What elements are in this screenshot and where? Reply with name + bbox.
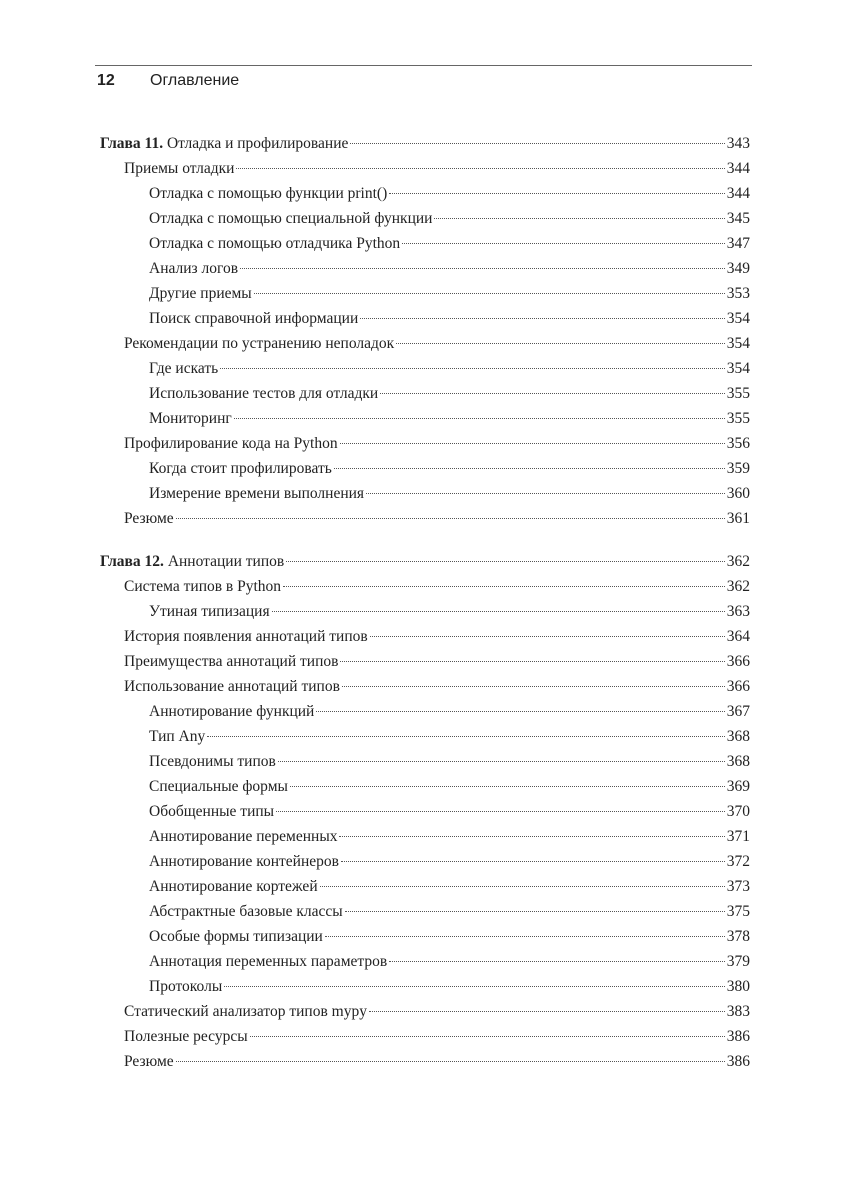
- page-ref: 368: [726, 728, 750, 745]
- dot-leader: [220, 368, 725, 369]
- toc-entry[interactable]: [100, 974, 750, 999]
- page-ref: 349: [726, 260, 750, 277]
- toc-entry[interactable]: [100, 456, 750, 481]
- page-ref: 362: [726, 553, 750, 570]
- toc-entry[interactable]: [100, 231, 750, 256]
- dot-leader: [389, 961, 725, 962]
- page-ref: 386: [726, 1028, 750, 1045]
- page-number: 12: [97, 72, 115, 89]
- entry-title: Статический анализатор типов mypy: [124, 1003, 367, 1020]
- entry-title: Аннотирование функций: [149, 703, 315, 720]
- dot-leader: [236, 168, 724, 169]
- header-rule: [95, 65, 752, 66]
- dot-leader: [272, 611, 725, 612]
- dot-leader: [340, 661, 724, 662]
- entry-title: Абстрактные базовые классы: [149, 903, 343, 920]
- entry-title: Мониторинг: [149, 410, 232, 427]
- chapter-name: Отладка и профилирование: [166, 135, 349, 152]
- page-ref: 371: [726, 828, 750, 845]
- dot-leader: [380, 393, 725, 394]
- chapter-label: Глава 11.: [100, 135, 164, 152]
- page-ref: 364: [726, 628, 750, 645]
- dot-leader: [290, 786, 725, 787]
- page-ref: 355: [726, 410, 750, 427]
- dot-leader: [340, 443, 725, 444]
- toc-entry[interactable]: [100, 674, 750, 699]
- toc-entry[interactable]: [100, 481, 750, 506]
- entry-title: Утиная типизация: [149, 603, 270, 620]
- chapter-title: [100, 131, 348, 156]
- page-ref: 366: [726, 678, 750, 695]
- dot-leader: [276, 811, 725, 812]
- chapter-label: Глава 12.: [100, 553, 164, 570]
- dot-leader: [402, 243, 725, 244]
- entry-title: Тип Any: [149, 728, 206, 745]
- dot-leader: [389, 193, 725, 194]
- entry-title: Профилирование кода на Python: [124, 435, 338, 452]
- dot-leader: [370, 636, 725, 637]
- toc-entry[interactable]: [100, 849, 750, 874]
- dot-leader: [360, 318, 724, 319]
- dot-leader: [176, 518, 725, 519]
- toc-entry[interactable]: [100, 381, 750, 406]
- page-ref: 359: [726, 460, 750, 477]
- dot-leader: [434, 218, 724, 219]
- dot-leader: [316, 711, 724, 712]
- dot-leader: [283, 586, 725, 587]
- entry-title: Особые формы типизации: [149, 928, 323, 945]
- toc-entry[interactable]: [100, 181, 750, 206]
- toc-entry[interactable]: [100, 1024, 750, 1049]
- entry-title: История появления аннотаций типов: [124, 628, 368, 645]
- toc-entry[interactable]: [100, 574, 750, 599]
- entry-title: Отладка с помощью функции print(): [149, 185, 388, 202]
- toc-chapter-11: [100, 131, 750, 531]
- toc-entry[interactable]: [100, 206, 750, 231]
- toc-entry[interactable]: [100, 331, 750, 356]
- toc-chapter-row[interactable]: [100, 549, 750, 574]
- entry-title: Другие приемы: [149, 285, 252, 302]
- page-ref: 353: [726, 285, 750, 302]
- page-ref: 366: [726, 653, 750, 670]
- entry-title: Преимущества аннотаций типов: [124, 653, 339, 670]
- toc-entry[interactable]: [100, 649, 750, 674]
- dot-leader: [342, 686, 725, 687]
- page-ref: 360: [726, 485, 750, 502]
- chapter-title: [100, 549, 284, 574]
- toc-entry[interactable]: [100, 924, 750, 949]
- page-ref: 344: [726, 185, 750, 202]
- toc-entry[interactable]: [100, 506, 750, 531]
- entry-title: Аннотирование контейнеров: [149, 853, 339, 870]
- entry-title: Поиск справочной информации: [149, 310, 359, 327]
- toc-entry[interactable]: [100, 256, 750, 281]
- page-ref: 343: [726, 135, 750, 152]
- dot-leader: [234, 418, 725, 419]
- page-ref: 354: [726, 335, 750, 352]
- page-ref: 355: [726, 385, 750, 402]
- toc-entry[interactable]: [100, 999, 750, 1024]
- toc-entry[interactable]: [100, 281, 750, 306]
- dot-leader: [350, 143, 724, 144]
- toc-entry[interactable]: [100, 599, 750, 624]
- toc-entry[interactable]: [100, 774, 750, 799]
- dot-leader: [207, 736, 725, 737]
- entry-title: Рекомендации по устранению неполадок: [124, 335, 395, 352]
- entry-title: Обобщенные типы: [149, 803, 275, 820]
- dot-leader: [341, 861, 725, 862]
- toc-chapter-12: [100, 549, 750, 1074]
- page-ref: 380: [726, 978, 750, 995]
- entry-title: Отладка с помощью специальной функции: [149, 210, 433, 227]
- page-ref: 356: [726, 435, 750, 452]
- dot-leader: [334, 468, 725, 469]
- page-ref: 375: [726, 903, 750, 920]
- dot-leader: [240, 268, 725, 269]
- toc-entry[interactable]: [100, 824, 750, 849]
- dot-leader: [254, 293, 725, 294]
- toc-entry[interactable]: [100, 799, 750, 824]
- dot-leader: [345, 911, 725, 912]
- page-ref: 369: [726, 778, 750, 795]
- entry-title: Аннотация переменных параметров: [149, 953, 388, 970]
- entry-title: Резюме: [124, 510, 174, 527]
- page-ref: 354: [726, 360, 750, 377]
- entry-title: Аннотирование переменных: [149, 828, 338, 845]
- dot-leader: [369, 1011, 725, 1012]
- entry-title: Отладка с помощью отладчика Python: [149, 235, 401, 252]
- toc-entry[interactable]: [100, 749, 750, 774]
- entry-title: Приемы отладки: [124, 160, 235, 177]
- entry-title: Когда стоит профилировать: [149, 460, 332, 477]
- page-ref: 378: [726, 928, 750, 945]
- chapter-name: Аннотации типов: [167, 553, 285, 570]
- running-header: [97, 72, 239, 90]
- dot-leader: [396, 343, 725, 344]
- entry-title: Использование аннотаций типов: [124, 678, 340, 695]
- page-ref: 367: [726, 703, 750, 720]
- entry-title: Аннотирование кортежей: [149, 878, 318, 895]
- page-ref: 347: [726, 235, 750, 252]
- entry-title: Протоколы: [149, 978, 223, 995]
- entry-title: Полезные ресурсы: [124, 1028, 248, 1045]
- entry-title: Система типов в Python: [124, 578, 282, 595]
- page-ref: 383: [726, 1003, 750, 1020]
- toc-chapter-row[interactable]: [100, 131, 750, 156]
- dot-leader: [224, 986, 725, 987]
- dot-leader: [176, 1061, 725, 1062]
- page-ref: 345: [726, 210, 750, 227]
- page-ref: 370: [726, 803, 750, 820]
- page-ref: 362: [726, 578, 750, 595]
- page-ref: 386: [726, 1053, 750, 1070]
- page-ref: 363: [726, 603, 750, 620]
- page-ref: 344: [726, 160, 750, 177]
- entry-title: Резюме: [124, 1053, 174, 1070]
- entry-title: Измерение времени выполнения: [149, 485, 365, 502]
- dot-leader: [339, 836, 724, 837]
- toc-entry[interactable]: [100, 431, 750, 456]
- entry-title: Специальные формы: [149, 778, 288, 795]
- entry-title: Псевдонимы типов: [149, 753, 276, 770]
- entry-title: Где искать: [149, 360, 219, 377]
- entry-title: Анализ логов: [149, 260, 239, 277]
- toc-entry[interactable]: [100, 699, 750, 724]
- entry-title: Использование тестов для отладки: [149, 385, 379, 402]
- page-ref: 372: [726, 853, 750, 870]
- page-ref: 373: [726, 878, 750, 895]
- toc-entry[interactable]: [100, 1049, 750, 1074]
- toc-entry[interactable]: [100, 624, 750, 649]
- dot-leader: [250, 1036, 725, 1037]
- toc-entry[interactable]: [100, 406, 750, 431]
- page-ref: 379: [726, 953, 750, 970]
- page-ref: 368: [726, 753, 750, 770]
- page-ref: 354: [726, 310, 750, 327]
- toc-entry[interactable]: [100, 874, 750, 899]
- toc-entry[interactable]: [100, 724, 750, 749]
- page-ref: 361: [726, 510, 750, 527]
- dot-leader: [366, 493, 725, 494]
- toc-entry[interactable]: [100, 899, 750, 924]
- toc-entry[interactable]: [100, 306, 750, 331]
- dot-leader: [325, 936, 725, 937]
- dot-leader: [278, 761, 725, 762]
- section-title: Оглавление: [150, 72, 240, 89]
- dot-leader: [320, 886, 725, 887]
- toc-entry[interactable]: [100, 356, 750, 381]
- toc-entry[interactable]: [100, 949, 750, 974]
- toc-entry[interactable]: [100, 156, 750, 181]
- dot-leader: [286, 561, 725, 562]
